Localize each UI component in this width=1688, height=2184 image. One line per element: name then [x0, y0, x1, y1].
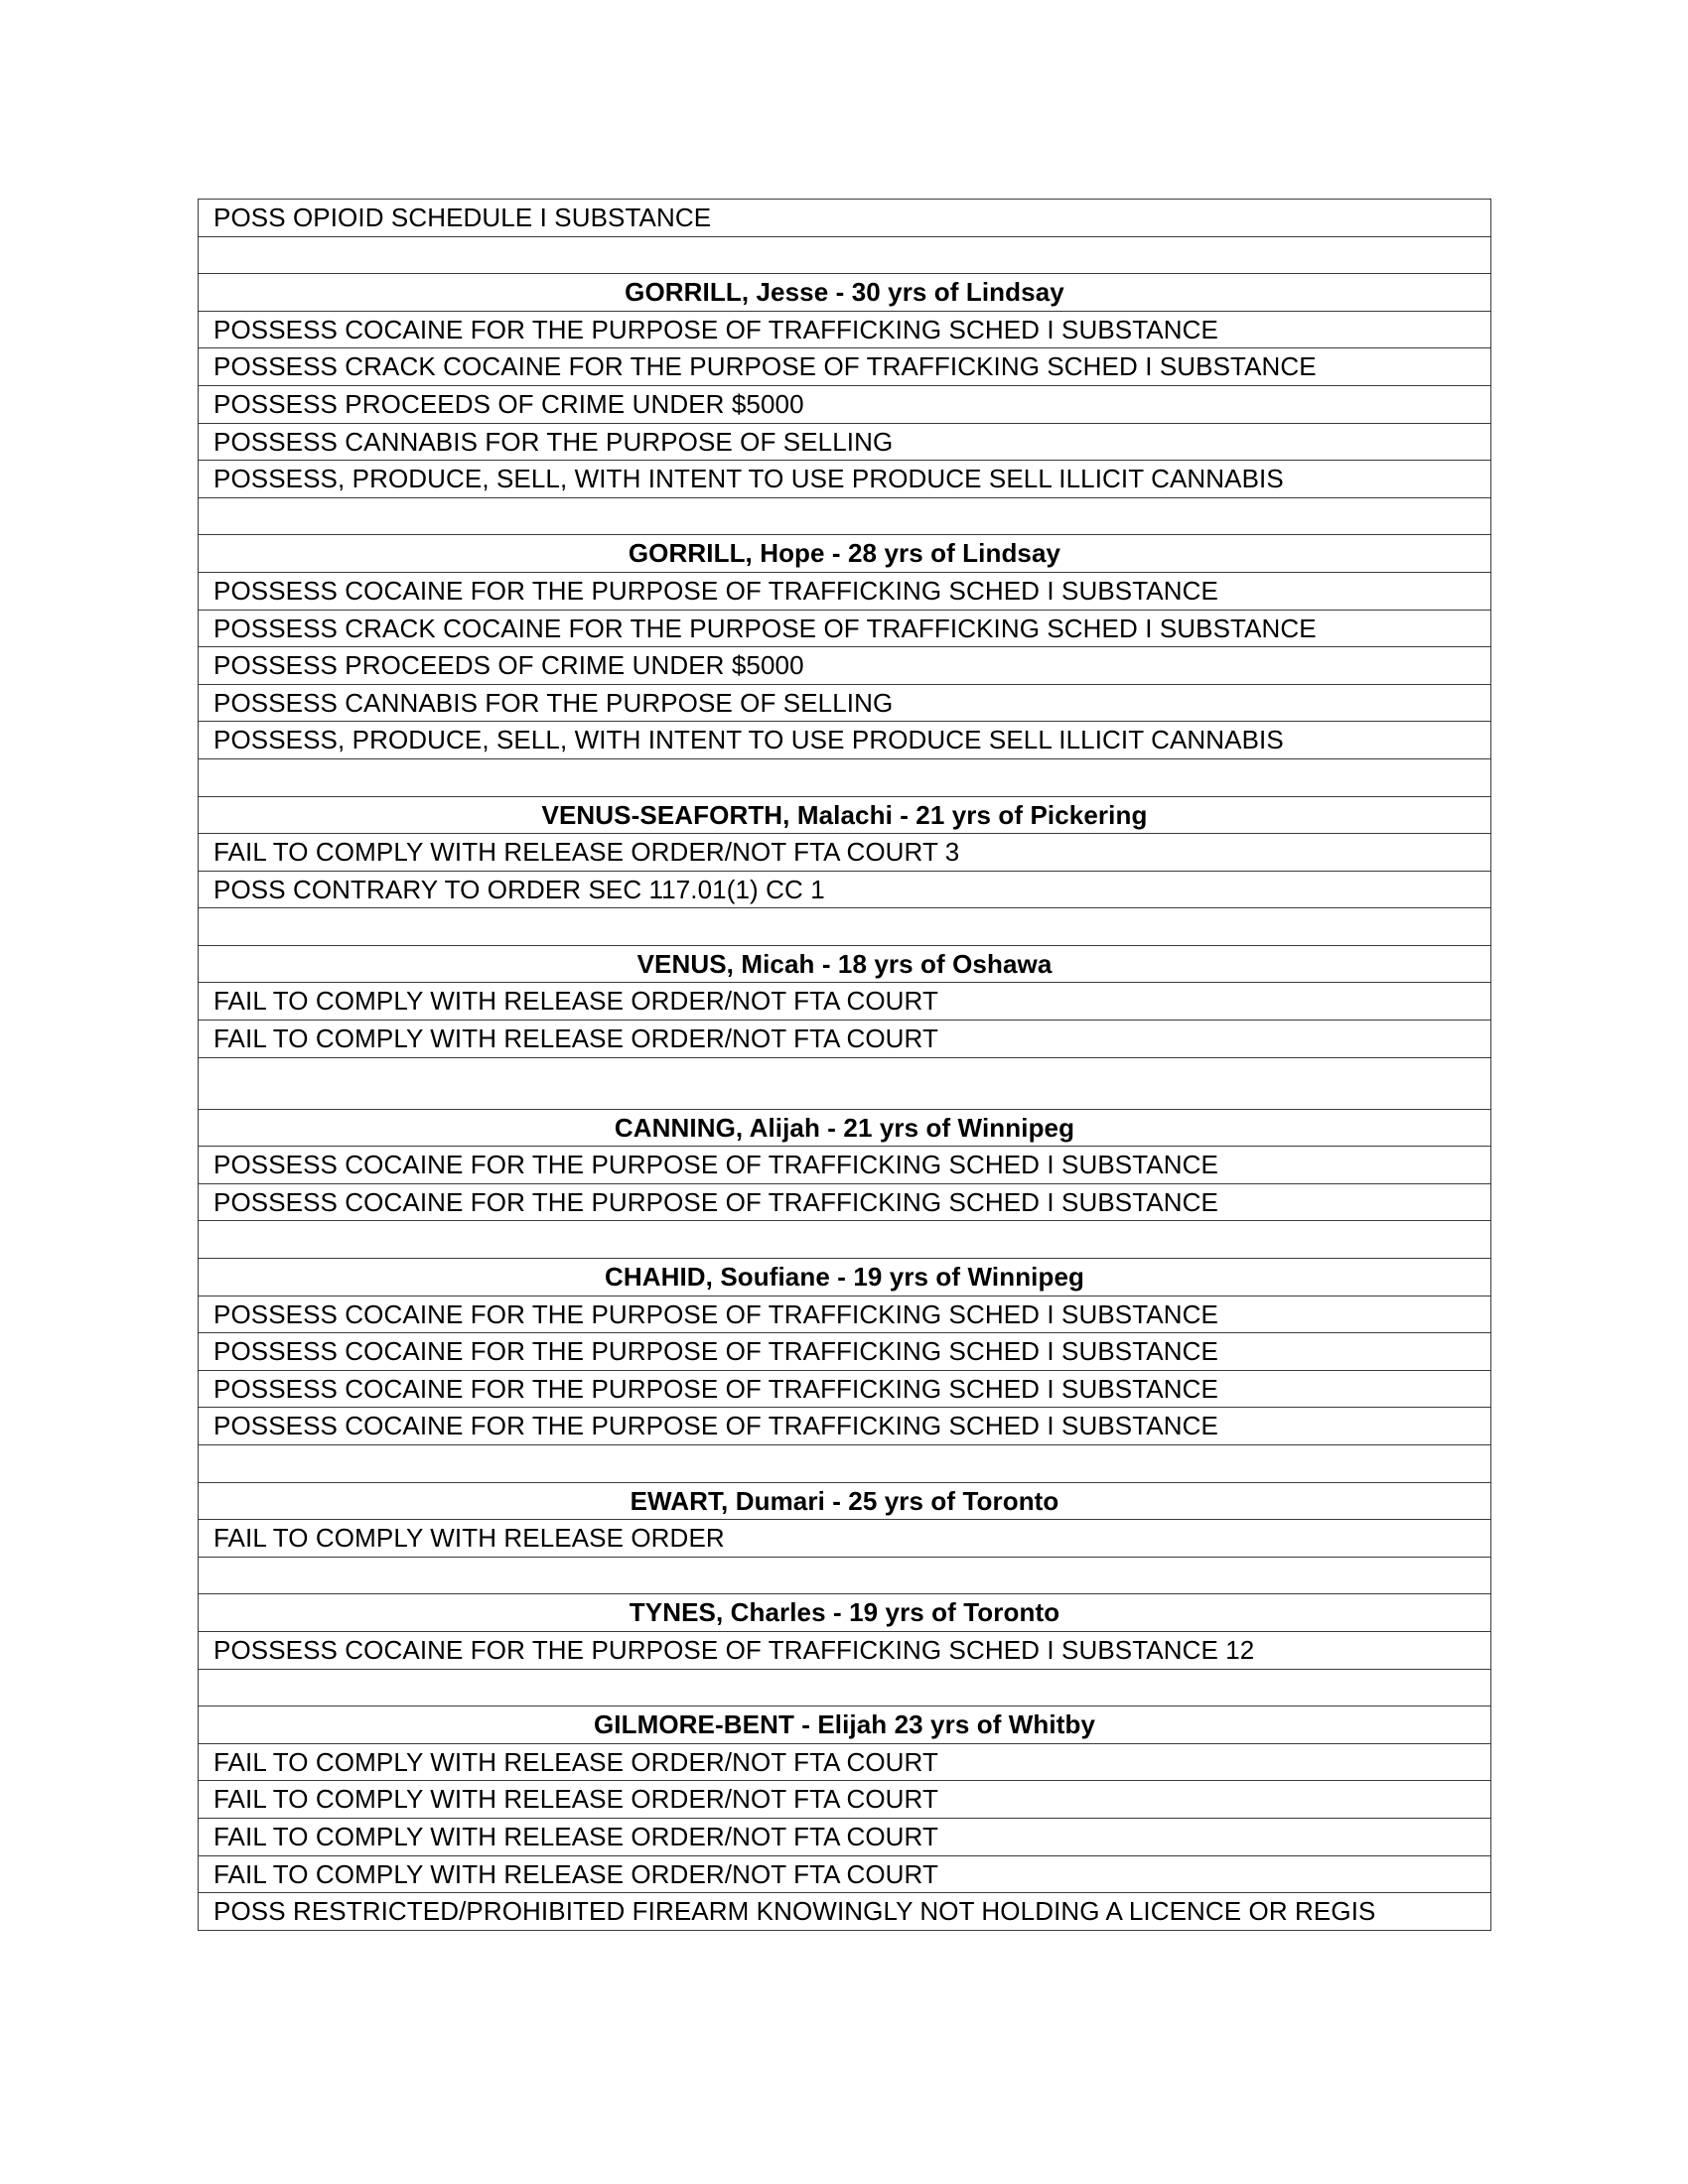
charge-cell: POSSESS, PRODUCE, SELL, WITH INTENT TO USE PRODUCE SELL ILLICIT CANNABIS [199, 722, 1491, 759]
spacer-cell [199, 497, 1491, 535]
charge-cell: POSSESS COCAINE FOR THE PURPOSE OF TRAFFICKING SCHED I SUBSTANCE [199, 1333, 1491, 1371]
spacer-row [199, 1445, 1491, 1483]
person-header-row [199, 1109, 1491, 1147]
spacer-row [199, 1669, 1491, 1706]
charge-row [199, 983, 1491, 1021]
spacer-cell [199, 236, 1491, 274]
charge-row [199, 722, 1491, 759]
charge-row [199, 610, 1491, 647]
charge-cell: POSSESS COCAINE FOR THE PURPOSE OF TRAFFICKING SCHED I SUBSTANCE [199, 311, 1491, 348]
person-header-row [199, 945, 1491, 983]
charge-row [199, 1183, 1491, 1221]
charge-cell: POSSESS CRACK COCAINE FOR THE PURPOSE OF TRAFFICKING SCHED I SUBSTANCE [199, 348, 1491, 386]
charge-cell: POSSESS COCAINE FOR THE PURPOSE OF TRAFFICKING SCHED I SUBSTANCE [199, 1408, 1491, 1445]
charge-row [199, 1370, 1491, 1408]
charge-cell: POSS OPIOID SCHEDULE I SUBSTANCE [199, 200, 1491, 237]
person-name-cell: VENUS, Micah - 18 yrs of Oshawa [199, 945, 1491, 983]
charge-row [199, 834, 1491, 872]
charge-cell: POSSESS PROCEEDS OF CRIME UNDER $5000 [199, 385, 1491, 423]
charge-row [199, 385, 1491, 423]
spacer-row [199, 1057, 1491, 1109]
charge-cell: POSSESS CANNABIS FOR THE PURPOSE OF SELLING [199, 684, 1491, 722]
person-header-row [199, 1594, 1491, 1632]
charge-row [199, 348, 1491, 386]
charge-row [199, 1021, 1491, 1058]
person-header-row [199, 274, 1491, 312]
charge-cell: FAIL TO COMPLY WITH RELEASE ORDER [199, 1520, 1491, 1558]
person-name-cell: TYNES, Charles - 19 yrs of Toronto [199, 1594, 1491, 1632]
charge-cell: POSSESS, PRODUCE, SELL, WITH INTENT TO USE PRODUCE SELL ILLICIT CANNABIS [199, 461, 1491, 498]
charge-row [199, 1743, 1491, 1781]
charge-row [199, 1855, 1491, 1893]
person-name-cell: GORRILL, Jesse - 30 yrs of Lindsay [199, 274, 1491, 312]
charge-cell: POSSESS COCAINE FOR THE PURPOSE OF TRAFFICKING SCHED I SUBSTANCE [199, 572, 1491, 610]
charge-row [199, 684, 1491, 722]
charge-cell: POSS CONTRARY TO ORDER SEC 117.01(1) CC 1 [199, 871, 1491, 908]
charge-row [199, 423, 1491, 461]
charge-row [199, 871, 1491, 908]
charge-cell: POSSESS COCAINE FOR THE PURPOSE OF TRAFFICKING SCHED I SUBSTANCE [199, 1183, 1491, 1221]
person-name-cell: CANNING, Alijah - 21 yrs of Winnipeg [199, 1109, 1491, 1147]
person-header-row [199, 1259, 1491, 1297]
charge-cell: POSSESS COCAINE FOR THE PURPOSE OF TRAFFICKING SCHED I SUBSTANCE [199, 1147, 1491, 1184]
charge-cell: POSSESS COCAINE FOR THE PURPOSE OF TRAFFICKING SCHED I SUBSTANCE [199, 1370, 1491, 1408]
charge-cell: POSSESS CRACK COCAINE FOR THE PURPOSE OF TRAFFICKING SCHED I SUBSTANCE [199, 610, 1491, 647]
person-header-row [199, 1706, 1491, 1744]
spacer-cell [199, 1669, 1491, 1706]
spacer-cell [199, 908, 1491, 946]
spacer-row [199, 236, 1491, 274]
charges-table [198, 199, 1491, 1931]
charge-cell: POSSESS PROCEEDS OF CRIME UNDER $5000 [199, 647, 1491, 685]
spacer-row [199, 497, 1491, 535]
spacer-row [199, 1221, 1491, 1259]
charge-cell: FAIL TO COMPLY WITH RELEASE ORDER/NOT FTA COURT [199, 1818, 1491, 1855]
spacer-row [199, 908, 1491, 946]
spacer-cell [199, 758, 1491, 796]
spacer-cell [199, 1445, 1491, 1483]
charge-row [199, 1781, 1491, 1819]
charge-cell: POSSESS COCAINE FOR THE PURPOSE OF TRAFFICKING SCHED I SUBSTANCE [199, 1296, 1491, 1333]
spacer-cell [199, 1557, 1491, 1594]
charge-cell: FAIL TO COMPLY WITH RELEASE ORDER/NOT FTA COURT [199, 983, 1491, 1021]
charge-cell: FAIL TO COMPLY WITH RELEASE ORDER/NOT FTA COURT [199, 1781, 1491, 1819]
charge-cell: FAIL TO COMPLY WITH RELEASE ORDER/NOT FTA COURT 3 [199, 834, 1491, 872]
charge-row [199, 1147, 1491, 1184]
spacer-row [199, 758, 1491, 796]
charge-cell: FAIL TO COMPLY WITH RELEASE ORDER/NOT FTA COURT [199, 1855, 1491, 1893]
person-name-cell: GORRILL, Hope - 28 yrs of Lindsay [199, 535, 1491, 573]
charge-cell: FAIL TO COMPLY WITH RELEASE ORDER/NOT FTA COURT [199, 1021, 1491, 1058]
charge-cell: POSSESS COCAINE FOR THE PURPOSE OF TRAFFICKING SCHED I SUBSTANCE 12 [199, 1631, 1491, 1669]
person-name-cell: VENUS-SEAFORTH, Malachi - 21 yrs of Pickering [199, 796, 1491, 834]
person-header-row [199, 535, 1491, 573]
spacer-row [199, 1557, 1491, 1594]
person-header-row [199, 796, 1491, 834]
charge-row [199, 1818, 1491, 1855]
charge-row [199, 1631, 1491, 1669]
charge-row [199, 1296, 1491, 1333]
charge-cell: POSSESS CANNABIS FOR THE PURPOSE OF SELLING [199, 423, 1491, 461]
person-name-cell: CHAHID, Soufiane - 19 yrs of Winnipeg [199, 1259, 1491, 1297]
charge-row [199, 647, 1491, 685]
person-name-cell: EWART, Dumari - 25 yrs of Toronto [199, 1482, 1491, 1520]
charge-row [199, 200, 1491, 237]
person-name-cell: GILMORE-BENT - Elijah 23 yrs of Whitby [199, 1706, 1491, 1744]
spacer-cell [199, 1057, 1491, 1109]
charges-table-body [199, 200, 1491, 1931]
charge-cell: FAIL TO COMPLY WITH RELEASE ORDER/NOT FTA COURT [199, 1743, 1491, 1781]
charge-row [199, 1333, 1491, 1371]
charge-cell: POSS RESTRICTED/PROHIBITED FIREARM KNOWINGLY NOT HOLDING A LICENCE OR REGIS [199, 1893, 1491, 1931]
charge-row [199, 1520, 1491, 1558]
charge-row [199, 311, 1491, 348]
spacer-cell [199, 1221, 1491, 1259]
charge-row [199, 1408, 1491, 1445]
charge-row [199, 461, 1491, 498]
person-header-row [199, 1482, 1491, 1520]
charge-row [199, 1893, 1491, 1931]
charge-row [199, 572, 1491, 610]
